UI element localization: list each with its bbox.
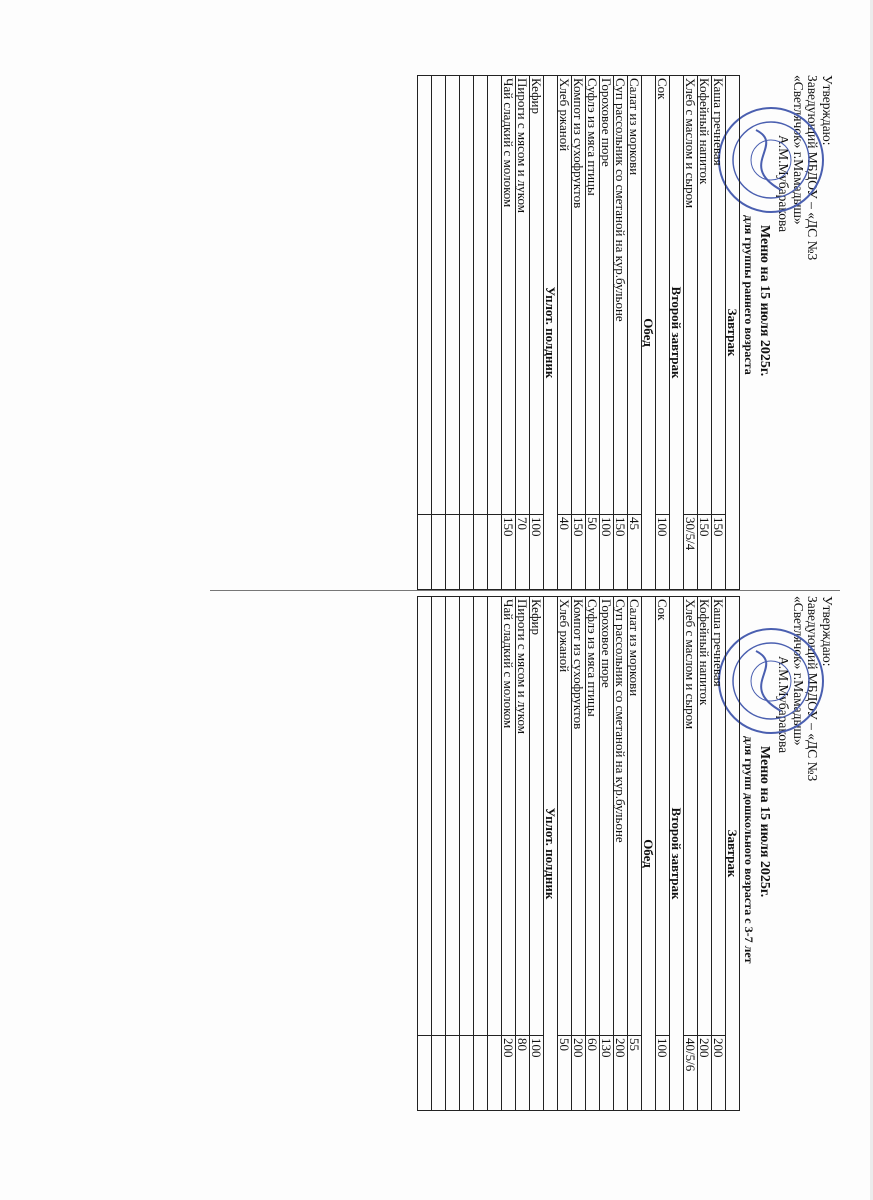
meal-section-label: Уплот. полдник xyxy=(544,597,558,1111)
dish-name: Чай сладкий с молоком xyxy=(502,76,516,515)
menu-item-row xyxy=(558,76,572,590)
empty-cell xyxy=(460,515,474,590)
menu-item-row xyxy=(614,76,628,590)
meal-section-label: Завтрак xyxy=(726,76,740,590)
dish-name: Хлеб ржаной xyxy=(558,597,572,1036)
empty-cell xyxy=(488,597,502,1036)
menu-title: Меню на 15 июля 2025г. xyxy=(757,225,772,377)
empty-row xyxy=(432,76,446,590)
meal-section-row xyxy=(670,76,684,590)
portion-weight: 100 xyxy=(530,515,544,590)
dish-name: Сок xyxy=(656,76,670,515)
dish-name: Пироги с мясом и луком xyxy=(516,76,530,515)
menu-table xyxy=(417,75,740,590)
empty-row xyxy=(488,76,502,590)
menu-item-row xyxy=(586,76,600,590)
dish-name: Хлеб с маслом и сыром xyxy=(684,76,698,515)
meal-section-row xyxy=(544,76,558,590)
empty-row xyxy=(432,597,446,1111)
empty-row xyxy=(418,597,432,1111)
empty-cell xyxy=(460,76,474,515)
empty-row xyxy=(418,76,432,590)
empty-cell xyxy=(432,76,446,515)
menu-item-row xyxy=(516,597,530,1111)
empty-cell xyxy=(418,597,432,1036)
empty-row xyxy=(460,76,474,590)
menu-item-row xyxy=(586,597,600,1111)
meal-section-row xyxy=(544,597,558,1111)
menu-item-row xyxy=(656,76,670,590)
dish-name: Салат из моркови xyxy=(628,597,642,1036)
empty-cell xyxy=(460,1036,474,1111)
empty-row xyxy=(474,76,488,590)
approval-line: Утверждаю: xyxy=(820,75,835,146)
portion-weight: 100 xyxy=(530,1036,544,1111)
menu-subtitle: для группы раннего возраста xyxy=(742,215,756,375)
menu-item-row xyxy=(698,76,712,590)
dish-name: Хлеб с маслом и сыром xyxy=(684,597,698,1036)
dish-name: Хлеб ржаной xyxy=(558,76,572,515)
empty-cell xyxy=(488,76,502,515)
page-divider-line xyxy=(210,590,840,591)
empty-cell xyxy=(446,1036,460,1111)
meal-section-label: Обед xyxy=(642,597,656,1111)
dish-name: Суп рассольник со сметаной на кур.бульоне xyxy=(614,76,628,515)
portion-weight: 150 xyxy=(572,515,586,590)
empty-row xyxy=(474,597,488,1111)
dish-name: Компот из сухофруктов xyxy=(572,597,586,1036)
menu-item-row xyxy=(572,597,586,1111)
portion-weight: 40/5/6 xyxy=(684,1036,698,1111)
dish-name: Сок xyxy=(656,597,670,1036)
meal-section-row xyxy=(726,597,740,1111)
portion-weight: 55 xyxy=(628,1036,642,1111)
portion-weight: 200 xyxy=(502,1036,516,1111)
dish-name: Гороховое пюре xyxy=(600,76,614,515)
empty-cell xyxy=(418,515,432,590)
portion-weight: 40 xyxy=(558,515,572,590)
empty-cell xyxy=(474,76,488,515)
empty-cell xyxy=(474,515,488,590)
menu-table xyxy=(417,596,740,1111)
menu-panel-preschool xyxy=(234,596,834,1111)
approval-line: А.М.Мубаракова xyxy=(776,656,792,754)
approval-line: А.М.Мубаракова xyxy=(776,135,792,233)
menu-item-row xyxy=(684,597,698,1111)
portion-weight: 150 xyxy=(502,515,516,590)
empty-cell xyxy=(446,515,460,590)
dish-name: Каша гречневая xyxy=(712,76,726,515)
portion-weight: 200 xyxy=(614,1036,628,1111)
portion-weight: 200 xyxy=(572,1036,586,1111)
menu-item-row xyxy=(600,597,614,1111)
dish-name: Суфлэ из мяса птицы xyxy=(586,597,600,1036)
portion-weight: 200 xyxy=(712,1036,726,1111)
approval-line: Заведующий МБДОУ – «ДС №3 xyxy=(805,75,821,261)
empty-cell xyxy=(432,1036,446,1111)
dish-name: Суфлэ из мяса птицы xyxy=(586,76,600,515)
meal-section-label: Завтрак xyxy=(726,597,740,1111)
dish-name: Каша гречневая xyxy=(712,597,726,1036)
dish-name: Суп рассольник со сметаной на кур.бульоне xyxy=(614,597,628,1036)
meal-section-row xyxy=(642,76,656,590)
empty-cell xyxy=(488,515,502,590)
portion-weight: 100 xyxy=(656,515,670,590)
menu-item-row xyxy=(698,597,712,1111)
empty-cell xyxy=(432,515,446,590)
menu-item-row xyxy=(516,76,530,590)
dish-name: Чай сладкий с молоком xyxy=(502,597,516,1036)
portion-weight: 100 xyxy=(656,1036,670,1111)
menu-item-row xyxy=(656,597,670,1111)
portion-weight: 200 xyxy=(698,1036,712,1111)
menu-item-row xyxy=(712,76,726,590)
menu-item-row xyxy=(572,76,586,590)
dish-name: Салат из моркови xyxy=(628,76,642,515)
approval-line: «Светлячок» г.Мамадыш» xyxy=(791,75,806,225)
menu-title: Меню на 15 июля 2025г. xyxy=(757,746,772,898)
dish-name: Кефир xyxy=(530,597,544,1036)
menu-item-row xyxy=(502,76,516,590)
empty-row xyxy=(488,597,502,1111)
meal-section-row xyxy=(726,76,740,590)
dish-name: Компот из сухофруктов xyxy=(572,76,586,515)
portion-weight: 150 xyxy=(698,515,712,590)
portion-weight: 50 xyxy=(558,1036,572,1111)
dish-name: Кефир xyxy=(530,76,544,515)
empty-cell xyxy=(488,1036,502,1111)
empty-row xyxy=(460,597,474,1111)
meal-section-label: Уплот. полдник xyxy=(544,76,558,590)
menu-panel-early-age xyxy=(234,75,834,590)
menu-item-row xyxy=(530,597,544,1111)
empty-cell xyxy=(474,1036,488,1111)
menu-item-row xyxy=(628,76,642,590)
menu-item-row xyxy=(600,76,614,590)
empty-cell xyxy=(418,76,432,515)
menu-subtitle: для групп дошкольного возраста с 3-7 лет xyxy=(742,736,756,964)
portion-weight: 45 xyxy=(628,515,642,590)
portion-weight: 60 xyxy=(586,1036,600,1111)
menu-item-row xyxy=(614,597,628,1111)
approval-line: Заведующий МБДОУ – «ДС №3 xyxy=(805,596,821,782)
menu-item-row xyxy=(628,597,642,1111)
dish-name: Гороховое пюре xyxy=(600,597,614,1036)
meal-section-row xyxy=(642,597,656,1111)
portion-weight: 30/5/4 xyxy=(684,515,698,590)
empty-cell xyxy=(432,597,446,1036)
empty-cell xyxy=(418,1036,432,1111)
portion-weight: 100 xyxy=(600,515,614,590)
meal-section-label: Второй завтрак xyxy=(670,76,684,590)
approval-line: Утверждаю: xyxy=(820,596,835,667)
empty-row xyxy=(446,597,460,1111)
menu-item-row xyxy=(502,597,516,1111)
dish-name: Кофейный напиток xyxy=(698,597,712,1036)
empty-cell xyxy=(446,597,460,1036)
portion-weight: 70 xyxy=(516,515,530,590)
empty-cell xyxy=(474,597,488,1036)
menu-item-row xyxy=(684,76,698,590)
empty-row xyxy=(446,76,460,590)
menu-item-row xyxy=(712,597,726,1111)
approval-line: «Светлячок» г.Мамадыш» xyxy=(791,596,806,746)
portion-weight: 130 xyxy=(600,1036,614,1111)
empty-cell xyxy=(460,597,474,1036)
portion-weight: 50 xyxy=(586,515,600,590)
empty-cell xyxy=(446,76,460,515)
meal-section-label: Второй завтрак xyxy=(670,597,684,1111)
portion-weight: 150 xyxy=(712,515,726,590)
meal-section-row xyxy=(670,597,684,1111)
menu-item-row xyxy=(530,76,544,590)
dish-name: Пироги с мясом и луком xyxy=(516,597,530,1036)
menu-item-row xyxy=(558,597,572,1111)
portion-weight: 150 xyxy=(614,515,628,590)
portion-weight: 80 xyxy=(516,1036,530,1111)
dish-name: Кофейный напиток xyxy=(698,76,712,515)
meal-section-label: Обед xyxy=(642,76,656,590)
